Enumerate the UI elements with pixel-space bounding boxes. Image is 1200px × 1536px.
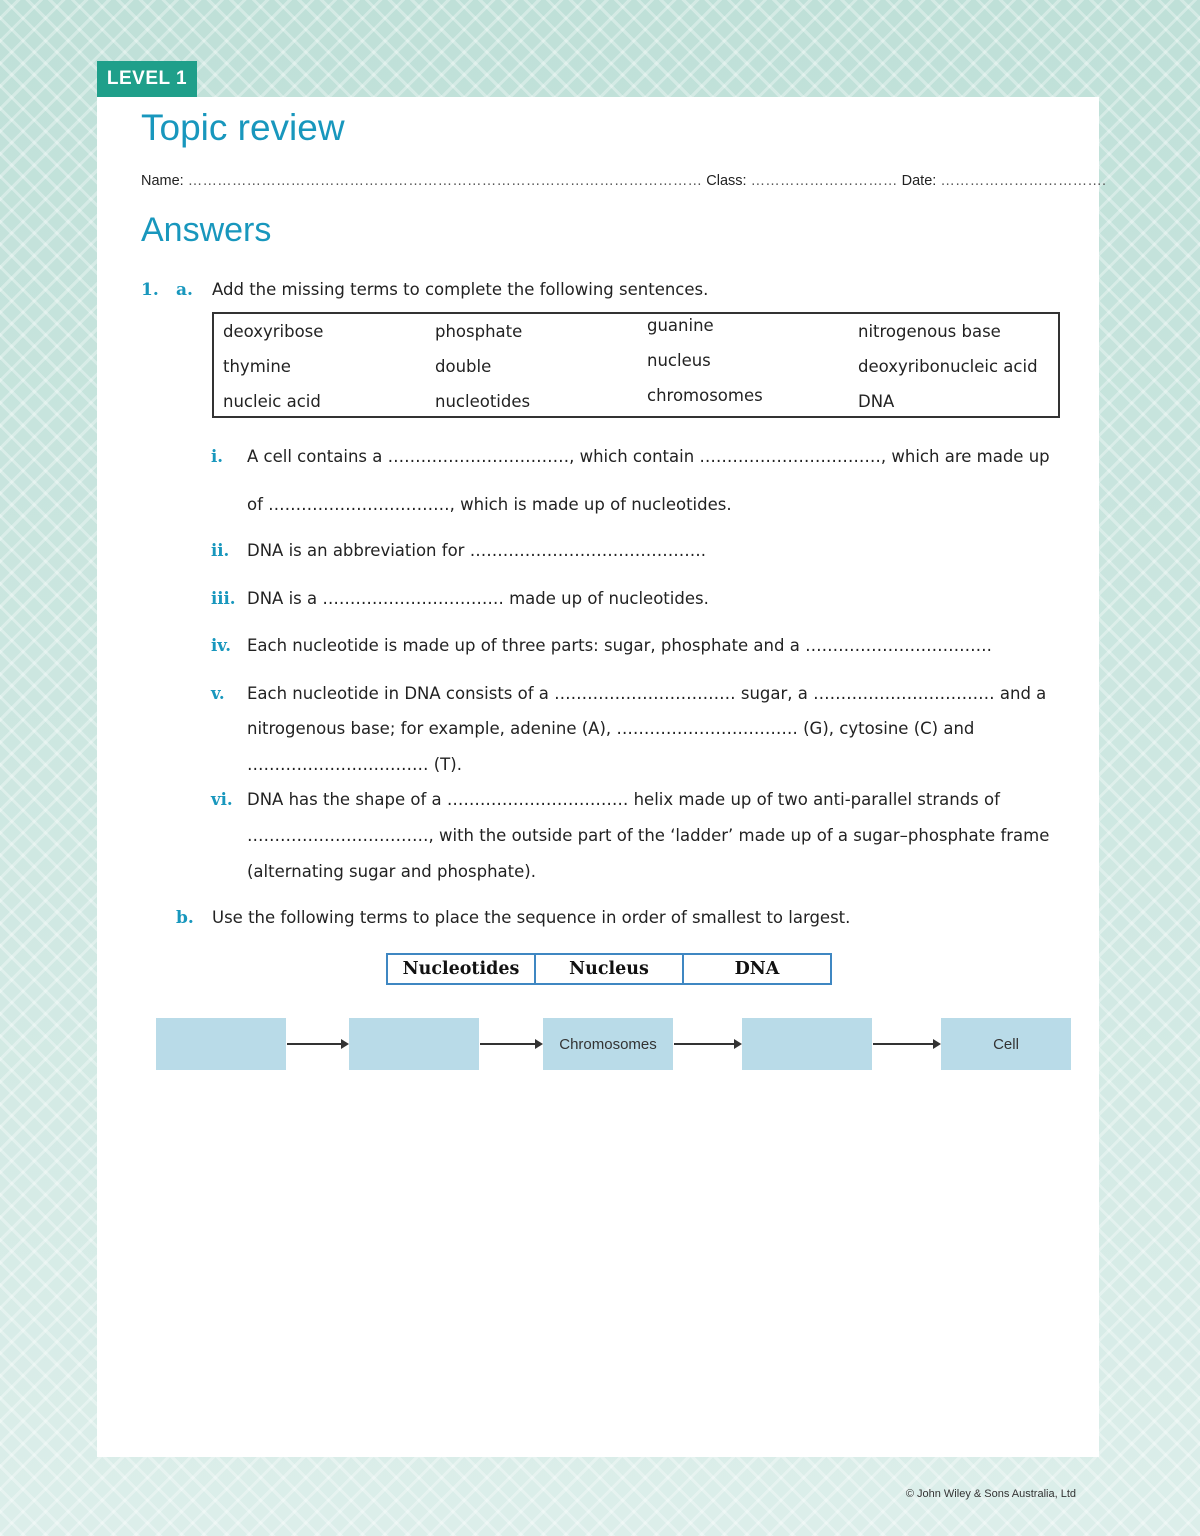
- word-bank-term: double: [435, 357, 492, 376]
- question-number: 1.: [141, 280, 159, 300]
- class-field[interactable]: …………………………: [750, 173, 898, 189]
- level-badge: LEVEL 1: [97, 61, 197, 97]
- word-bank-term: DNA: [858, 392, 895, 411]
- item-number: ii.: [211, 541, 230, 560]
- fill-in-sentence[interactable]: Each nucleotide in DNA consists of a …………………………… sugar, a …………………………… and a: [247, 684, 1047, 703]
- item-number: iv.: [211, 636, 231, 655]
- word-bank-term: deoxyribose: [223, 322, 324, 341]
- part-a-instruction: Add the missing terms to complete the following sentences.: [212, 280, 709, 299]
- student-info-line: [141, 173, 1107, 189]
- word-bank-term: chromosomes: [647, 386, 763, 405]
- word-bank: [212, 312, 1060, 418]
- fill-in-sentence[interactable]: DNA is an abbreviation for …………………………………….: [247, 541, 706, 560]
- flow-arrow: [480, 1043, 541, 1045]
- fill-in-sentence[interactable]: nitrogenous base; for example, adenine (A), …………………………… (G), cytosine (C) and: [247, 719, 975, 738]
- flow-arrow: [287, 1043, 347, 1045]
- flow-answer-box-2[interactable]: [349, 1018, 479, 1070]
- sequence-term: Nucleus: [536, 955, 684, 983]
- copyright-notice: © John Wiley & Sons Australia, Ltd: [905, 1488, 1076, 1500]
- date-label: Date:: [901, 173, 937, 189]
- flow-arrow: [674, 1043, 740, 1045]
- fill-in-sentence[interactable]: A cell contains a ……………………………, which contain ……………………………, which are made up: [247, 447, 1050, 466]
- sequence-term: Nucleotides: [388, 955, 536, 983]
- name-field[interactable]: ……………………………………………………………………………………………: [187, 173, 703, 189]
- sequence-term: DNA: [734, 959, 780, 979]
- word-bank-term: nucleus: [647, 351, 711, 370]
- part-a-label: a.: [176, 280, 193, 300]
- fill-in-sentence[interactable]: …………………………… (T).: [247, 755, 462, 774]
- class-label: Class:: [706, 173, 747, 189]
- word-bank-term: thymine: [223, 357, 291, 376]
- fill-in-sentence[interactable]: DNA is a …………………………… made up of nucleotides.: [247, 589, 709, 608]
- flow-box-chromosomes: Chromosomes: [543, 1018, 673, 1070]
- name-label: Name:: [141, 173, 184, 189]
- fill-in-sentence[interactable]: ……………………………, with the outside part of the ‘ladder’ made up of a sugar–phosphate frame: [247, 826, 1050, 845]
- flow-arrow: [873, 1043, 939, 1045]
- part-b-instruction: Use the following terms to place the sequence in order of smallest to largest.: [212, 908, 851, 927]
- item-number: v.: [211, 684, 225, 703]
- word-bank-term: guanine: [647, 316, 714, 335]
- fill-in-sentence[interactable]: Each nucleotide is made up of three parts: sugar, phosphate and a …………………………….: [247, 636, 992, 655]
- word-bank-term: nitrogenous base: [858, 322, 1001, 341]
- sequence-terms-table: [386, 953, 832, 985]
- word-bank-term: nucleotides: [435, 392, 531, 411]
- item-number: vi.: [211, 790, 233, 809]
- item-number: i.: [211, 447, 224, 466]
- fill-in-sentence[interactable]: of ……………………………, which is made up of nucleotides.: [247, 495, 732, 514]
- page-title: Topic review: [141, 107, 345, 148]
- item-number: iii.: [211, 589, 236, 608]
- worksheet: [97, 97, 1107, 1457]
- flow-answer-box-1[interactable]: [156, 1018, 286, 1070]
- flow-box-cell: Cell: [941, 1018, 1071, 1070]
- word-bank-term: deoxyribonucleic acid: [858, 357, 1038, 376]
- section-heading: Answers: [141, 211, 272, 249]
- fill-in-sentence[interactable]: DNA has the shape of a …………………………… helix made up of two anti-parallel strands of: [247, 790, 1000, 809]
- word-bank-term: nucleic acid: [223, 392, 321, 411]
- date-field[interactable]: …………………………….: [940, 173, 1107, 189]
- flow-answer-box-4[interactable]: [742, 1018, 872, 1070]
- word-bank-term: phosphate: [435, 322, 523, 341]
- fill-in-sentence[interactable]: (alternating sugar and phosphate).: [247, 862, 536, 881]
- part-b-label: b.: [176, 908, 194, 928]
